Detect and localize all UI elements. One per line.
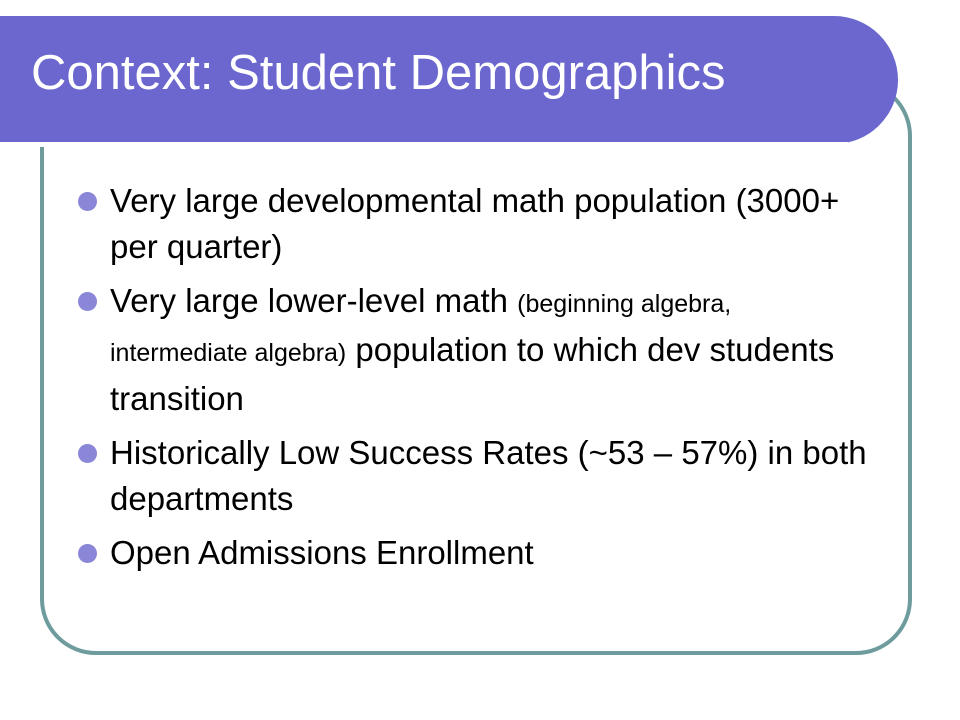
- bullet-text-after: population to which dev students transition: [110, 331, 835, 417]
- bullet-item-lower-level-math: [72, 278, 872, 422]
- bullet-text: Very large developmental math population (3000+ per quarter): [110, 182, 840, 265]
- bullet-item-success-rates: [72, 430, 872, 522]
- title-underline: [0, 142, 848, 147]
- slide-title: Context: Student Demographics: [31, 46, 726, 100]
- bullet-text: Historically Low Success Rates (~53 – 57%) in both departments: [110, 434, 867, 517]
- bullet-text: Open Admissions Enrollment: [110, 534, 534, 571]
- bullet-dot-icon: [78, 292, 97, 311]
- bullet-item-open-admissions: [72, 530, 872, 576]
- bullet-dot-icon: [78, 192, 97, 211]
- bullet-text-parenthetical: (beginning algebra, intermediate algebra): [110, 290, 732, 367]
- bullet-dot-icon: [78, 544, 97, 563]
- bullet-text-before: Very large lower-level math: [110, 282, 518, 319]
- bullet-item-dev-math: [72, 178, 872, 270]
- bullet-list: [72, 178, 872, 584]
- bullet-dot-icon: [78, 444, 97, 463]
